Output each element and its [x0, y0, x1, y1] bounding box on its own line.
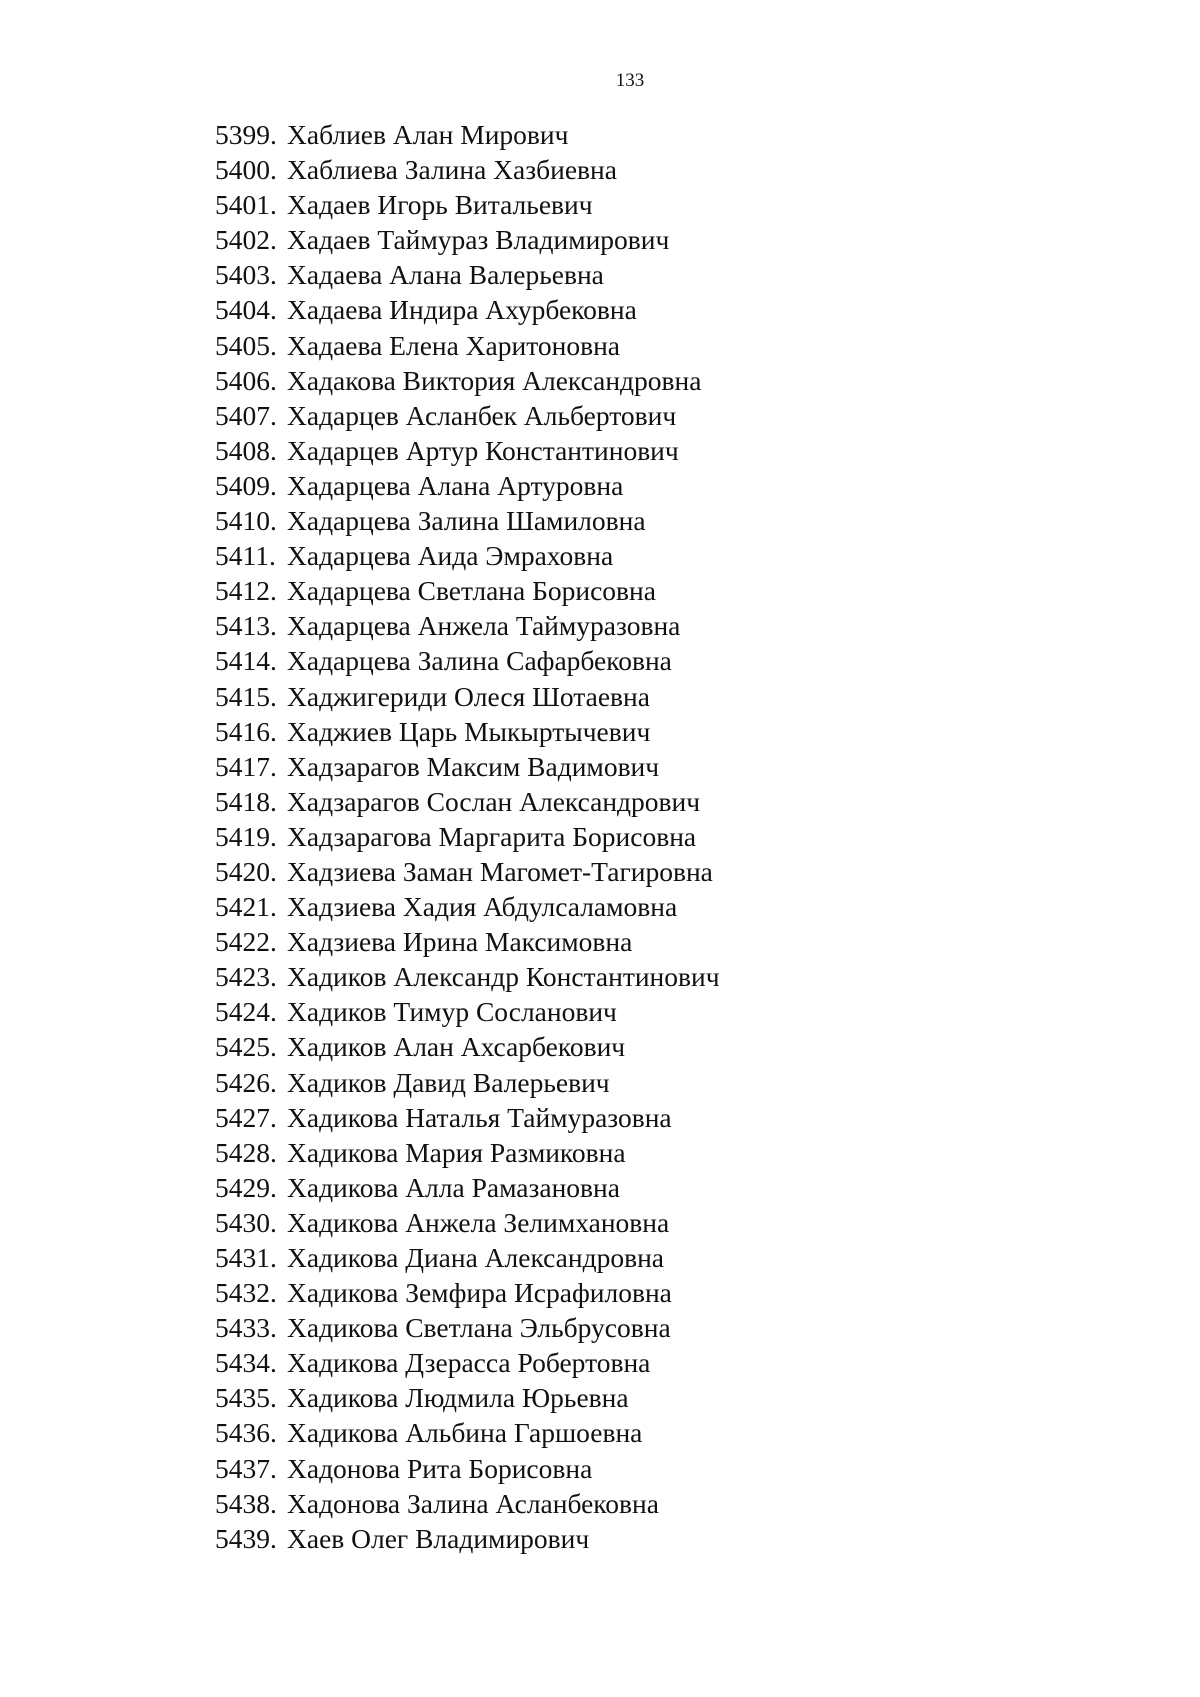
entry-number: 5423.: [215, 961, 277, 993]
list-item: [215, 1205, 720, 1240]
entry-full-name: Хадакова Виктория Александровна: [287, 364, 702, 396]
list-item: [215, 152, 720, 187]
entry-number: 5436.: [215, 1417, 277, 1449]
entry-number: 5410.: [215, 505, 277, 537]
entry-number: 5428.: [215, 1136, 277, 1168]
entry-full-name: Хадзарагов Сослан Александрович: [287, 785, 701, 817]
entry-full-name: Хаев Олег Владимирович: [287, 1522, 590, 1554]
list-item: [215, 1486, 720, 1521]
name-list: [215, 117, 720, 1556]
list-item: [215, 503, 720, 538]
entry-full-name: Хадзарагов Максим Вадимович: [287, 750, 660, 782]
entry-number: 5438.: [215, 1487, 277, 1519]
list-item: [215, 749, 720, 784]
entry-number: 5431.: [215, 1242, 277, 1273]
entry-full-name: Хадаев Таймураз Владимирович: [287, 224, 670, 256]
list-item: [215, 468, 720, 503]
entry-full-name: Хадикова Людмила Юрьевна: [287, 1382, 629, 1414]
entry-full-name: Хаблиева Залина Хазбиевна: [287, 154, 617, 186]
list-item: [215, 538, 720, 573]
entry-full-name: Хадикова Земфира Исрафиловна: [287, 1277, 672, 1309]
entry-full-name: Хадаева Индира Ахурбековна: [287, 294, 637, 326]
entry-full-name: Хадзиева Ирина Максимовна: [287, 926, 633, 958]
entry-number: 5417.: [215, 750, 277, 782]
list-item: [215, 959, 720, 994]
entry-full-name: Хадиков Давид Валерьевич: [287, 1066, 610, 1098]
entry-number: 5430.: [215, 1206, 277, 1238]
list-item: [215, 854, 720, 889]
entry-number: 5416.: [215, 715, 277, 747]
list-item: [215, 433, 720, 468]
entry-number: 5424.: [215, 996, 277, 1028]
entry-number: 5413.: [215, 610, 277, 642]
list-item: [215, 1135, 720, 1170]
list-item: [215, 398, 720, 433]
entry-full-name: Хадарцева Алана Артуровна: [287, 469, 624, 501]
entry-number: 5422.: [215, 926, 277, 958]
entry-number: 5439.: [215, 1522, 277, 1554]
entry-full-name: Хадаева Елена Харитоновна: [287, 329, 621, 361]
entry-number: 5405.: [215, 329, 277, 361]
entry-number: 5415.: [215, 680, 277, 712]
entry-full-name: Хадарцева Залина Сафарбековна: [287, 645, 672, 677]
list-item: [215, 1100, 720, 1135]
entry-full-name: Хаблиев Алан Мирович: [287, 119, 569, 150]
list-item: [215, 924, 720, 959]
entry-number: 5420.: [215, 855, 277, 887]
entry-full-name: Хадаева Алана Валерьевна: [287, 259, 604, 291]
list-item: [215, 222, 720, 257]
entry-number: 5432.: [215, 1277, 277, 1309]
entry-full-name: Хадикова Алла Рамазановна: [287, 1171, 620, 1203]
entry-full-name: Хадикова Анжела Зелимхановна: [287, 1206, 670, 1238]
entry-number: 5434.: [215, 1347, 277, 1379]
entry-full-name: Хадарцева Анжела Таймуразовна: [287, 610, 681, 642]
list-item: [215, 1240, 720, 1275]
entry-number: 5412.: [215, 575, 277, 607]
list-item: [215, 889, 720, 924]
list-item: [215, 1345, 720, 1380]
entry-full-name: Хадикова Альбина Гаршоевна: [287, 1417, 643, 1449]
list-item: [215, 643, 720, 678]
list-item: [215, 819, 720, 854]
entry-full-name: Хадонова Рита Борисовна: [287, 1452, 593, 1484]
entry-number: 5408.: [215, 434, 277, 466]
entry-full-name: Хадарцева Светлана Борисовна: [287, 575, 656, 607]
entry-number: 5407.: [215, 399, 277, 431]
list-item: [215, 573, 720, 608]
entry-full-name: Хадарцева Аида Эмраховна: [287, 540, 614, 572]
list-item: [215, 328, 720, 363]
entry-number: 5414.: [215, 645, 277, 677]
entry-full-name: Хадзарагова Маргарита Борисовна: [287, 820, 697, 852]
entry-number: 5425.: [215, 1031, 277, 1063]
entry-full-name: Хадарцев Артур Константинович: [287, 434, 679, 466]
entry-number: 5421.: [215, 891, 277, 923]
entry-full-name: Хадикова Наталья Таймуразовна: [287, 1101, 672, 1133]
list-item: [215, 187, 720, 222]
entry-number: 5427.: [215, 1101, 277, 1133]
entry-number: 5437.: [215, 1452, 277, 1484]
entry-number: 5400.: [215, 154, 277, 186]
list-item: [215, 994, 720, 1029]
entry-full-name: Хадарцев Асланбек Альбертович: [287, 399, 677, 431]
page-number: 133: [615, 70, 645, 91]
entry-number: 5403.: [215, 259, 277, 291]
list-item: [215, 1170, 720, 1205]
entry-number: 5402.: [215, 224, 277, 256]
entry-number: 5401.: [215, 189, 277, 221]
entry-full-name: Хадзиева Хадия Абдулсаламовна: [287, 891, 678, 923]
entry-number: 5411.: [215, 540, 276, 572]
list-item: [215, 117, 720, 152]
list-item: [215, 608, 720, 643]
entry-full-name: Хадиков Тимур Сосланович: [287, 996, 617, 1028]
entry-number: 5426.: [215, 1066, 277, 1098]
entry-full-name: Хадикова Светлана Эльбрусовна: [287, 1312, 671, 1344]
entry-number: 5435.: [215, 1382, 277, 1414]
entry-full-name: Хаджигериди Олеся Шотаевна: [287, 680, 650, 712]
list-item: [215, 1065, 720, 1100]
entry-number: 5404.: [215, 294, 277, 326]
list-item: [215, 1521, 720, 1556]
entry-number: 5419.: [215, 820, 277, 852]
entry-full-name: Хадиков Алан Ахсарбекович: [287, 1031, 626, 1063]
list-item: [215, 292, 720, 327]
entry-full-name: Хадонова Залина Асланбековна: [287, 1487, 659, 1519]
entry-full-name: Хадикова Дзерасса Робертовна: [287, 1347, 651, 1379]
list-item: [215, 363, 720, 398]
list-item: [215, 1275, 720, 1310]
list-item: [215, 714, 720, 749]
entry-number: 5429.: [215, 1171, 277, 1203]
entry-number: 5433.: [215, 1312, 277, 1344]
list-item: [215, 1380, 720, 1415]
entry-full-name: Хадаев Игорь Витальевич: [287, 189, 593, 221]
list-item: [215, 257, 720, 292]
entry-full-name: Хадикова Диана Александровна: [287, 1242, 664, 1273]
entry-full-name: Хадикова Мария Размиковна: [287, 1136, 626, 1168]
entry-number: 5406.: [215, 364, 277, 396]
entry-number: 5399.: [215, 119, 277, 150]
entry-full-name: Хадарцева Залина Шамиловна: [287, 505, 646, 537]
list-item: [215, 1451, 720, 1486]
list-item: [215, 1415, 720, 1450]
list-item: [215, 1029, 720, 1064]
entry-number: 5418.: [215, 785, 277, 817]
entry-full-name: Хадиков Александр Константинович: [287, 961, 720, 993]
entry-full-name: Хадзиева Заман Магомет-Тагировна: [287, 855, 713, 887]
list-item: [215, 1310, 720, 1345]
list-item: [215, 679, 720, 714]
entry-full-name: Хаджиев Царь Мыкыртычевич: [287, 715, 651, 747]
entry-number: 5409.: [215, 469, 277, 501]
list-item: [215, 784, 720, 819]
